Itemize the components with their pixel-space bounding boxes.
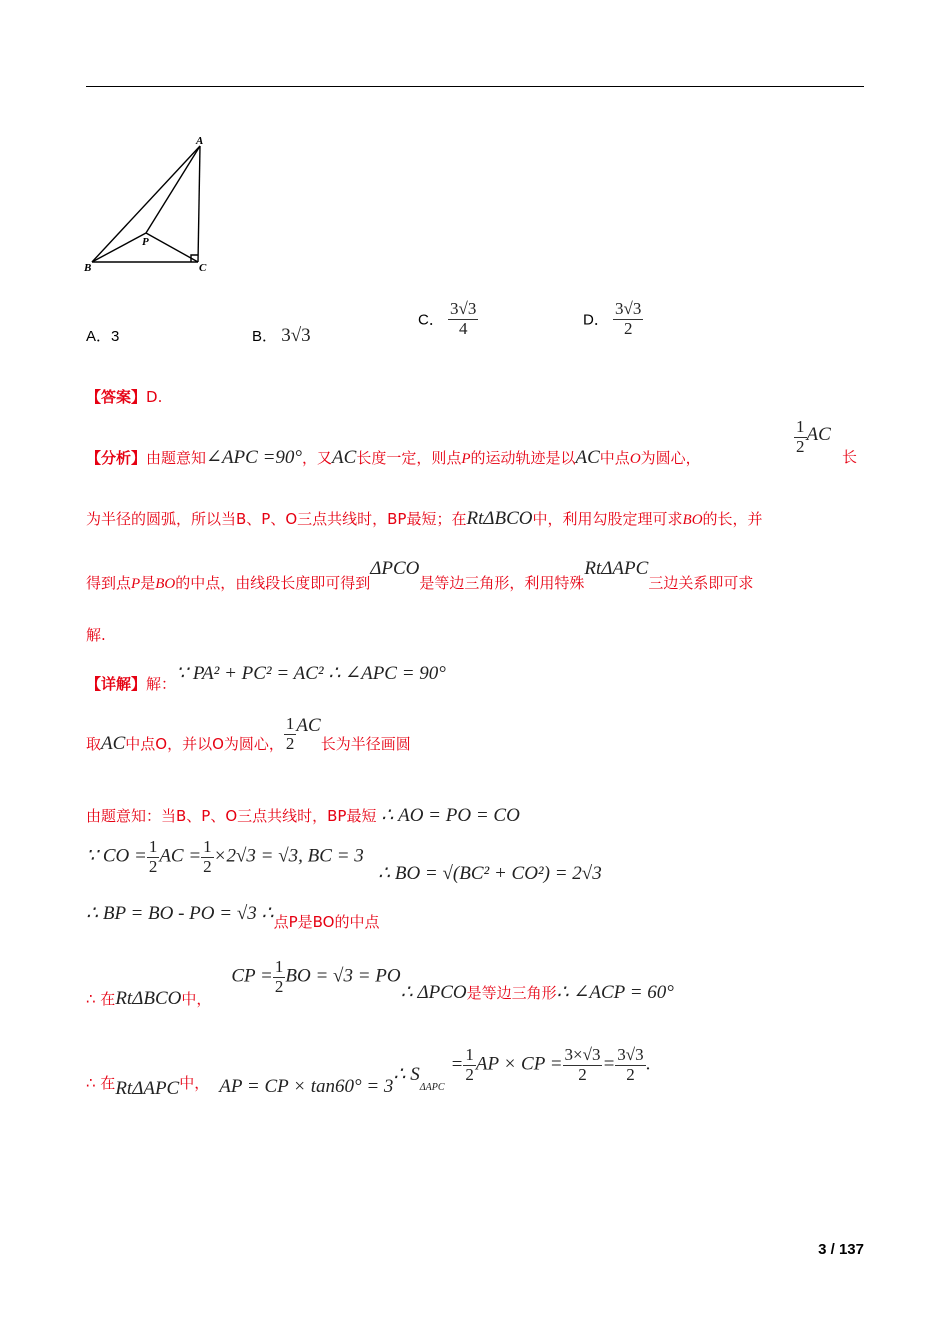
detail-line-5	[86, 902, 380, 931]
fraction	[615, 1046, 645, 1084]
detail-text: 解：	[146, 675, 177, 693]
math-cp: CP =	[231, 965, 273, 987]
fraction	[794, 418, 807, 456]
option-d-fraction	[613, 300, 643, 338]
math-angle-acp: ∴ ∠ACP = 60°	[556, 981, 674, 1003]
math-angle-apc: ∠APC =90°	[206, 447, 303, 468]
math-rt-bco: RtΔBCO	[115, 987, 182, 1009]
denominator: 2	[285, 733, 295, 753]
option-c	[418, 300, 478, 338]
analysis-text: 由题意知	[146, 449, 207, 467]
option-c-numerator: 3√3	[450, 299, 477, 318]
detail-line-2	[86, 715, 411, 765]
detail-text: 点P是BO的中点	[273, 913, 380, 931]
option-b	[252, 325, 311, 347]
option-c-label: C．	[418, 311, 444, 329]
analysis-text: 得到点	[86, 574, 132, 592]
detail-tag: 【详解】	[86, 675, 147, 693]
detail-text: 取	[86, 734, 102, 753]
numerator: 3×√3	[564, 1045, 601, 1064]
option-d-denominator: 2	[613, 319, 643, 339]
detail-text: 由题意知：当B、P、O三点共线时，BP最短	[86, 807, 377, 825]
math-co-value: ×2√3 = √3, BC = 3	[213, 845, 364, 867]
math-ac: AC =	[159, 845, 202, 867]
analysis-text: 中，利用勾股定理可求	[532, 510, 683, 528]
analysis-text: 的长，并	[702, 510, 763, 528]
option-c-denominator: 4	[448, 319, 478, 339]
analysis-text: 为半径的圆弧，所以当B、P、O三点共线时，BP最短；在	[86, 510, 467, 528]
math-pco: ΔPCO	[370, 558, 420, 579]
option-c-fraction	[448, 300, 478, 338]
denominator: 2	[274, 976, 284, 996]
math-pco: ∴ ΔPCO	[400, 981, 467, 1003]
analysis-tag: 【分析】	[86, 449, 147, 467]
fraction	[147, 838, 160, 876]
numerator: 3√3	[617, 1045, 644, 1064]
page-number: 3 / 137	[818, 1241, 864, 1258]
analysis-line-3	[86, 558, 754, 594]
math-equals: =	[450, 1053, 464, 1075]
analysis-text: 的运动轨迹是以	[470, 449, 576, 467]
math-area-subscript: ΔAPC	[419, 1081, 445, 1093]
half-ac-fraction	[794, 418, 831, 456]
numerator: 1	[796, 417, 805, 436]
denominator: 2	[615, 1065, 645, 1085]
option-d	[583, 300, 643, 338]
detail-text: ∴ 在	[86, 1073, 116, 1092]
math-ap: AP = CP × tan60° = 3	[219, 1075, 394, 1097]
math-bo: BO	[682, 512, 703, 528]
analysis-text: 是等边三角形，利用特殊	[419, 574, 585, 592]
detail-text: 长为半径画圆	[320, 734, 411, 753]
fraction	[563, 1046, 603, 1084]
math-co: ∵ CO =	[86, 845, 147, 867]
detail-text: ∴ 在	[86, 989, 116, 1008]
denominator: 2	[796, 436, 805, 456]
math-p: P	[461, 451, 471, 467]
analysis-line-2	[86, 508, 763, 530]
math-ac: AC	[806, 424, 831, 445]
detail-line-1	[86, 663, 446, 695]
analysis-text: 三边关系即可求	[648, 574, 754, 592]
math-area: ∴ S	[393, 1063, 420, 1085]
math-bo-value: ∴ BO = √(BC² + CO²) = 2√3	[378, 863, 602, 884]
label-b: B	[84, 262, 92, 274]
option-d-numerator: 3√3	[615, 299, 642, 318]
math-o: O	[629, 451, 641, 467]
header-rule	[86, 86, 864, 87]
detail-line-7	[86, 1046, 650, 1102]
label-p: P	[142, 236, 149, 248]
math-p: P	[131, 576, 141, 592]
numerator: 1	[274, 957, 284, 976]
fraction	[463, 1046, 476, 1084]
triangle-figure	[80, 130, 230, 280]
math-ac: AC	[332, 447, 357, 468]
segment-pc	[146, 233, 198, 262]
option-b-value: 3√3	[281, 325, 311, 346]
math-rt-bco: RtΔBCO	[466, 508, 533, 529]
fraction	[273, 958, 286, 996]
answer-tag: 【答案】	[86, 388, 147, 406]
math-bo-po: BO = √3 = PO	[285, 965, 401, 987]
math-pythagorean: ∵ PA² + PC² = AC² ∴ ∠APC = 90°	[176, 663, 446, 684]
detail-line-6	[86, 958, 674, 1008]
analysis-text: 中点	[599, 449, 630, 467]
analysis-text: 是	[140, 574, 156, 592]
analysis-text: 的中点，由线段长度即可得到	[175, 574, 371, 592]
denominator: 2	[465, 1064, 474, 1084]
numerator: 1	[148, 837, 158, 856]
period: .	[645, 1053, 651, 1075]
segment-bp	[92, 233, 146, 262]
math-equals: =	[602, 1053, 616, 1075]
label-c: C	[199, 262, 207, 274]
numerator: 1	[203, 837, 212, 856]
fraction	[284, 715, 297, 753]
math-ap-cp: AP × CP =	[475, 1053, 563, 1075]
analysis-text: 为圆心，	[640, 449, 701, 467]
label-a: A	[196, 135, 204, 147]
numerator: 1	[285, 714, 295, 733]
numerator: 1	[465, 1045, 474, 1064]
option-a: A．3	[86, 328, 120, 345]
math-ac: AC	[101, 732, 126, 754]
analysis-text: 长	[842, 448, 858, 466]
math-ao-po-co: ∴ AO = PO = CO	[381, 805, 520, 826]
detail-line-3	[86, 804, 520, 827]
analysis-line-1	[86, 418, 866, 478]
denominator: 2	[148, 856, 158, 876]
segment-ap	[146, 146, 200, 233]
detail-text: 中，	[181, 989, 212, 1008]
fraction	[201, 838, 214, 876]
math-ac: AC	[575, 447, 600, 468]
denominator: 2	[203, 856, 212, 876]
option-b-label: B．	[252, 328, 278, 345]
math-rt-apc: RtΔAPC	[584, 558, 649, 579]
detail-text: 中，	[179, 1073, 210, 1092]
answer-value: D.	[146, 388, 163, 406]
answer-line	[86, 386, 162, 407]
analysis-text: ，又	[302, 449, 333, 467]
detail-text: 是等边三角形	[466, 983, 557, 1002]
analysis-text: 解.	[86, 626, 106, 644]
math-bp: ∴ BP = BO - PO = √3 ∴	[86, 903, 274, 924]
math-ac: AC	[296, 714, 321, 736]
denominator: 2	[563, 1065, 603, 1085]
math-bo: BO	[155, 576, 176, 592]
segment-ac	[198, 146, 200, 262]
detail-text: 中点O，并以O为圆心，	[125, 734, 284, 753]
math-rt-apc: RtΔAPC	[115, 1077, 180, 1099]
detail-line-4	[86, 838, 364, 876]
analysis-text: 长度一定，则点	[356, 449, 462, 467]
option-d-label: D．	[583, 311, 609, 329]
